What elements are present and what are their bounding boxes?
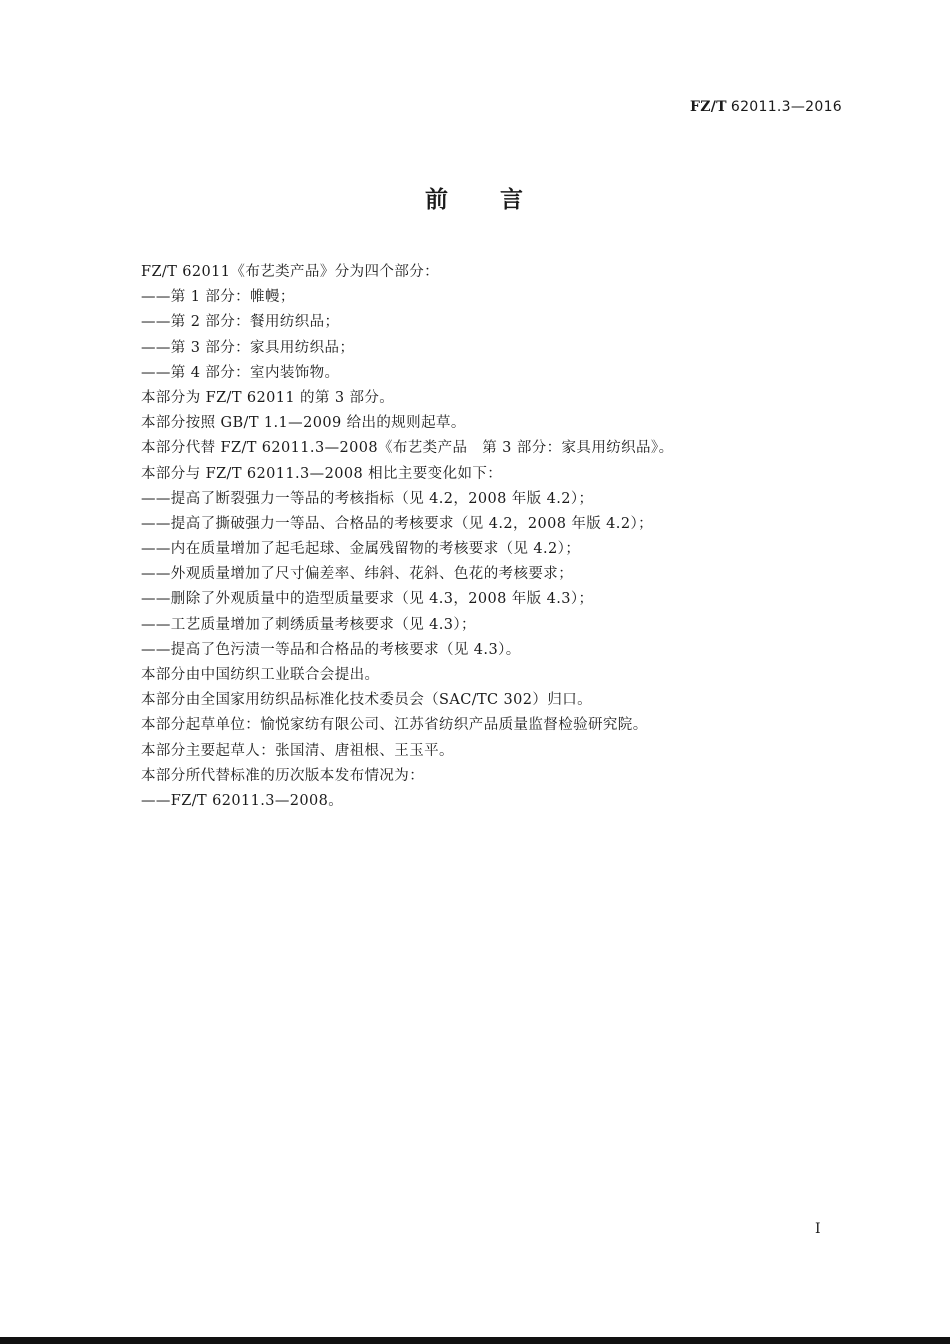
standard-number: 62011.3—2016 — [730, 99, 842, 115]
paragraph-line: 本部分由中国纺织工业联合会提出。 — [141, 667, 380, 683]
paragraph-line: ——第 1 部分：帷幔； — [141, 289, 295, 306]
page-number: I — [815, 1221, 821, 1237]
standard-code — [690, 99, 842, 115]
title-char-1: 前 — [425, 187, 450, 213]
paragraph-line: 本部分为 FZ/T 62011 的第 3 部分。 — [141, 389, 395, 406]
paragraph-line: 本部分主要起草人：张国清、唐祖根、王玉平。 — [141, 742, 454, 759]
paragraph-line: 本部分代替 FZ/T 62011.3—2008《布艺类产品 第 3 部分：家具用纺织品》。 — [141, 440, 674, 457]
standard-prefix: FZ/T — [689, 99, 727, 115]
paragraph-line: ——提高了色污渍一等品和合格品的考核要求（见 4.3）。 — [141, 641, 521, 658]
paragraph-line: FZ/T 62011《布艺类产品》分为四个部分： — [141, 264, 440, 280]
title-char-2: 言 — [500, 187, 525, 213]
paragraph-line: ——外观质量增加了尺寸偏差率、纬斜、花斜、色花的考核要求； — [141, 566, 574, 583]
paragraph-line: ——第 3 部分：家具用纺织品； — [141, 339, 355, 356]
paragraph-line: ——工艺质量增加了刺绣质量考核要求（见 4.3）； — [141, 616, 476, 633]
paragraph-line: 本部分与 FZ/T 62011.3—2008 相比主要变化如下： — [141, 465, 503, 482]
paragraph-line: 本部分按照 GB/T 1.1—2009 给出的规则起草。 — [141, 415, 466, 432]
page-title — [0, 181, 950, 214]
paragraph-line: ——内在质量增加了起毛起球、金属残留物的考核要求（见 4.2）； — [141, 541, 581, 558]
paragraph-line: ——第 4 部分：室内装饰物。 — [141, 364, 340, 381]
bottom-edge-bar — [0, 1337, 950, 1344]
paragraph-line: ——删除了外观质量中的造型质量要求（见 4.3，2008 年版 4.3）； — [141, 591, 594, 608]
paragraph-line: ——第 2 部分：餐用纺织品； — [141, 314, 340, 331]
foreword-body — [141, 260, 841, 814]
paragraph-line: 本部分起草单位：愉悦家纺有限公司、江苏省纺织产品质量监督检验研究院。 — [141, 717, 648, 734]
paragraph-line: 本部分由全国家用纺织品标准化技术委员会（SAC/TC 302）归口。 — [141, 692, 593, 709]
paragraph-line: ——FZ/T 62011.3—2008。 — [141, 792, 344, 809]
paragraph-line: 本部分所代替标准的历次版本发布情况为： — [141, 767, 425, 784]
paragraph-line: ——提高了撕破强力一等品、合格品的考核要求（见 4.2，2008 年版 4.2）； — [141, 515, 653, 532]
paragraph-line: ——提高了断裂强力一等品的考核指标（见 4.2，2008 年版 4.2）； — [141, 490, 594, 507]
